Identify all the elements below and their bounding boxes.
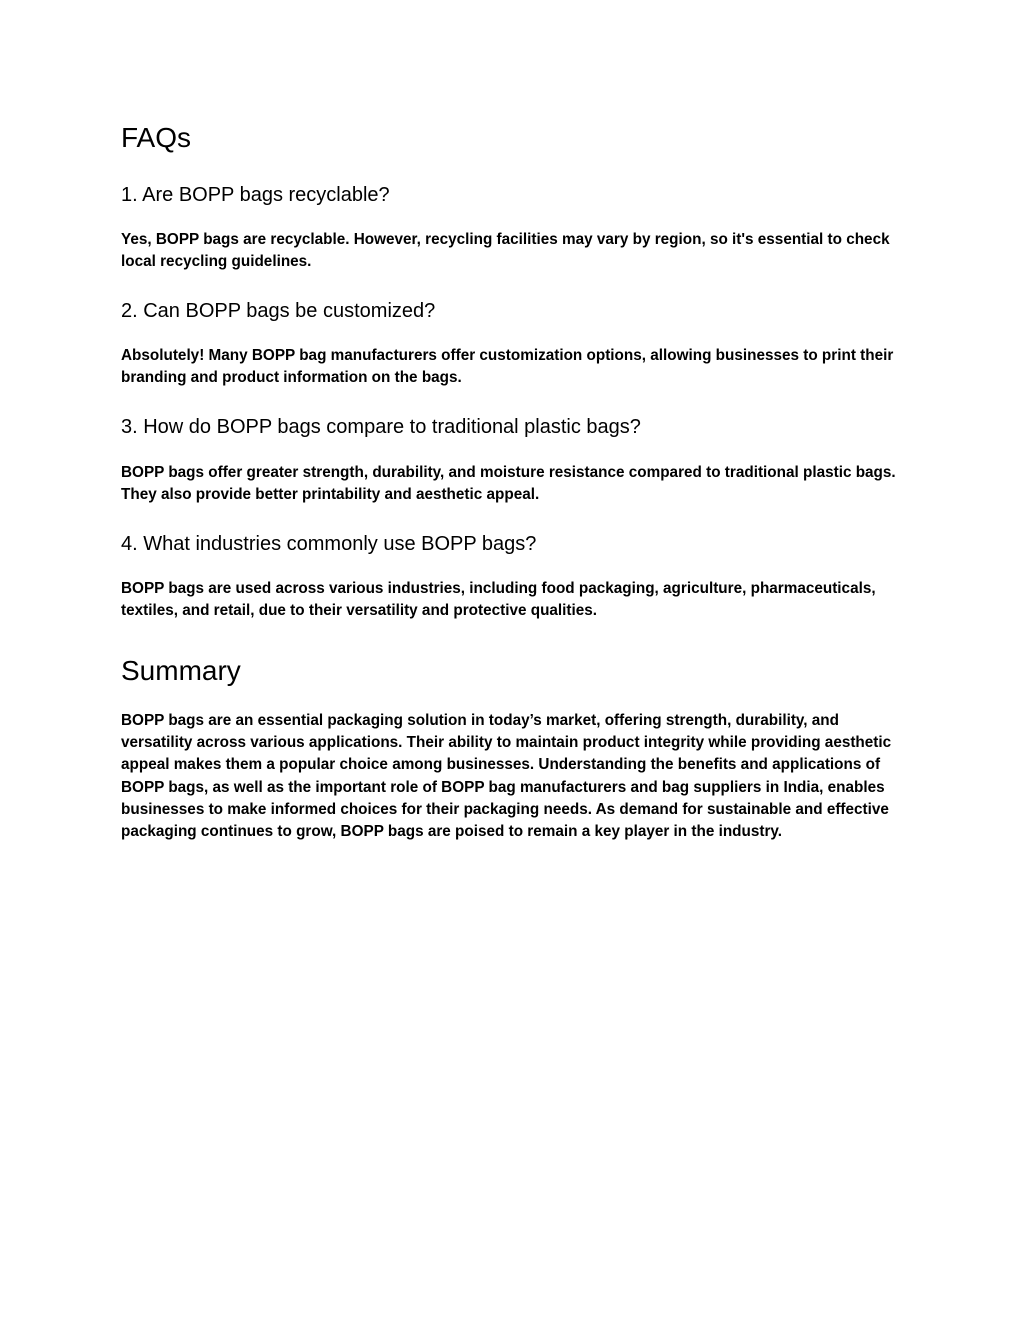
faq-answer-2: Absolutely! Many BOPP bag manufacturers offer customization options, allowing businesses to print their branding and product information on the bags. <box>121 347 894 387</box>
faqs-heading: FAQs <box>121 122 192 153</box>
faq-question-4: 4. What industries commonly use BOPP bags? <box>121 533 537 555</box>
faq-question-1: 1. Are BOPP bags recyclable? <box>121 184 390 206</box>
faq-answer-3: BOPP bags offer greater strength, durability, and moisture resistance compared to traditional plastic bags. They also provide better printability and aesthetic appeal. <box>121 464 896 504</box>
faq-answer-4: BOPP bags are used across various industries, including food packaging, agriculture, pharmaceuticals, textiles, and retail, due to their versatility and protective qualities. <box>121 580 876 620</box>
summary-paragraph: BOPP bags are an essential packaging solution in today’s market, offering strength, durability, and versatility across various applications. Their ability to maintain product integrity while providing aesthetic appeal makes them a popular choice among businesses. Understanding the benefits and applications of BOPP bags, as well as the important role of BOPP bag manufacturers and bag suppliers in India, enables businesses to make informed choices for their packaging needs. As demand for sustainable and effective packaging continues to grow, BOPP bags are poised to remain a key player in the industry. <box>121 712 892 841</box>
faq-question-2: 2. Can BOPP bags be customized? <box>121 300 436 322</box>
faq-answer-1: Yes, BOPP bags are recyclable. However, recycling facilities may vary by region, so it's essential to check local recycling guidelines. <box>121 231 890 271</box>
summary-heading: Summary <box>121 655 241 686</box>
faq-question-3: 3. How do BOPP bags compare to traditional plastic bags? <box>121 416 641 438</box>
